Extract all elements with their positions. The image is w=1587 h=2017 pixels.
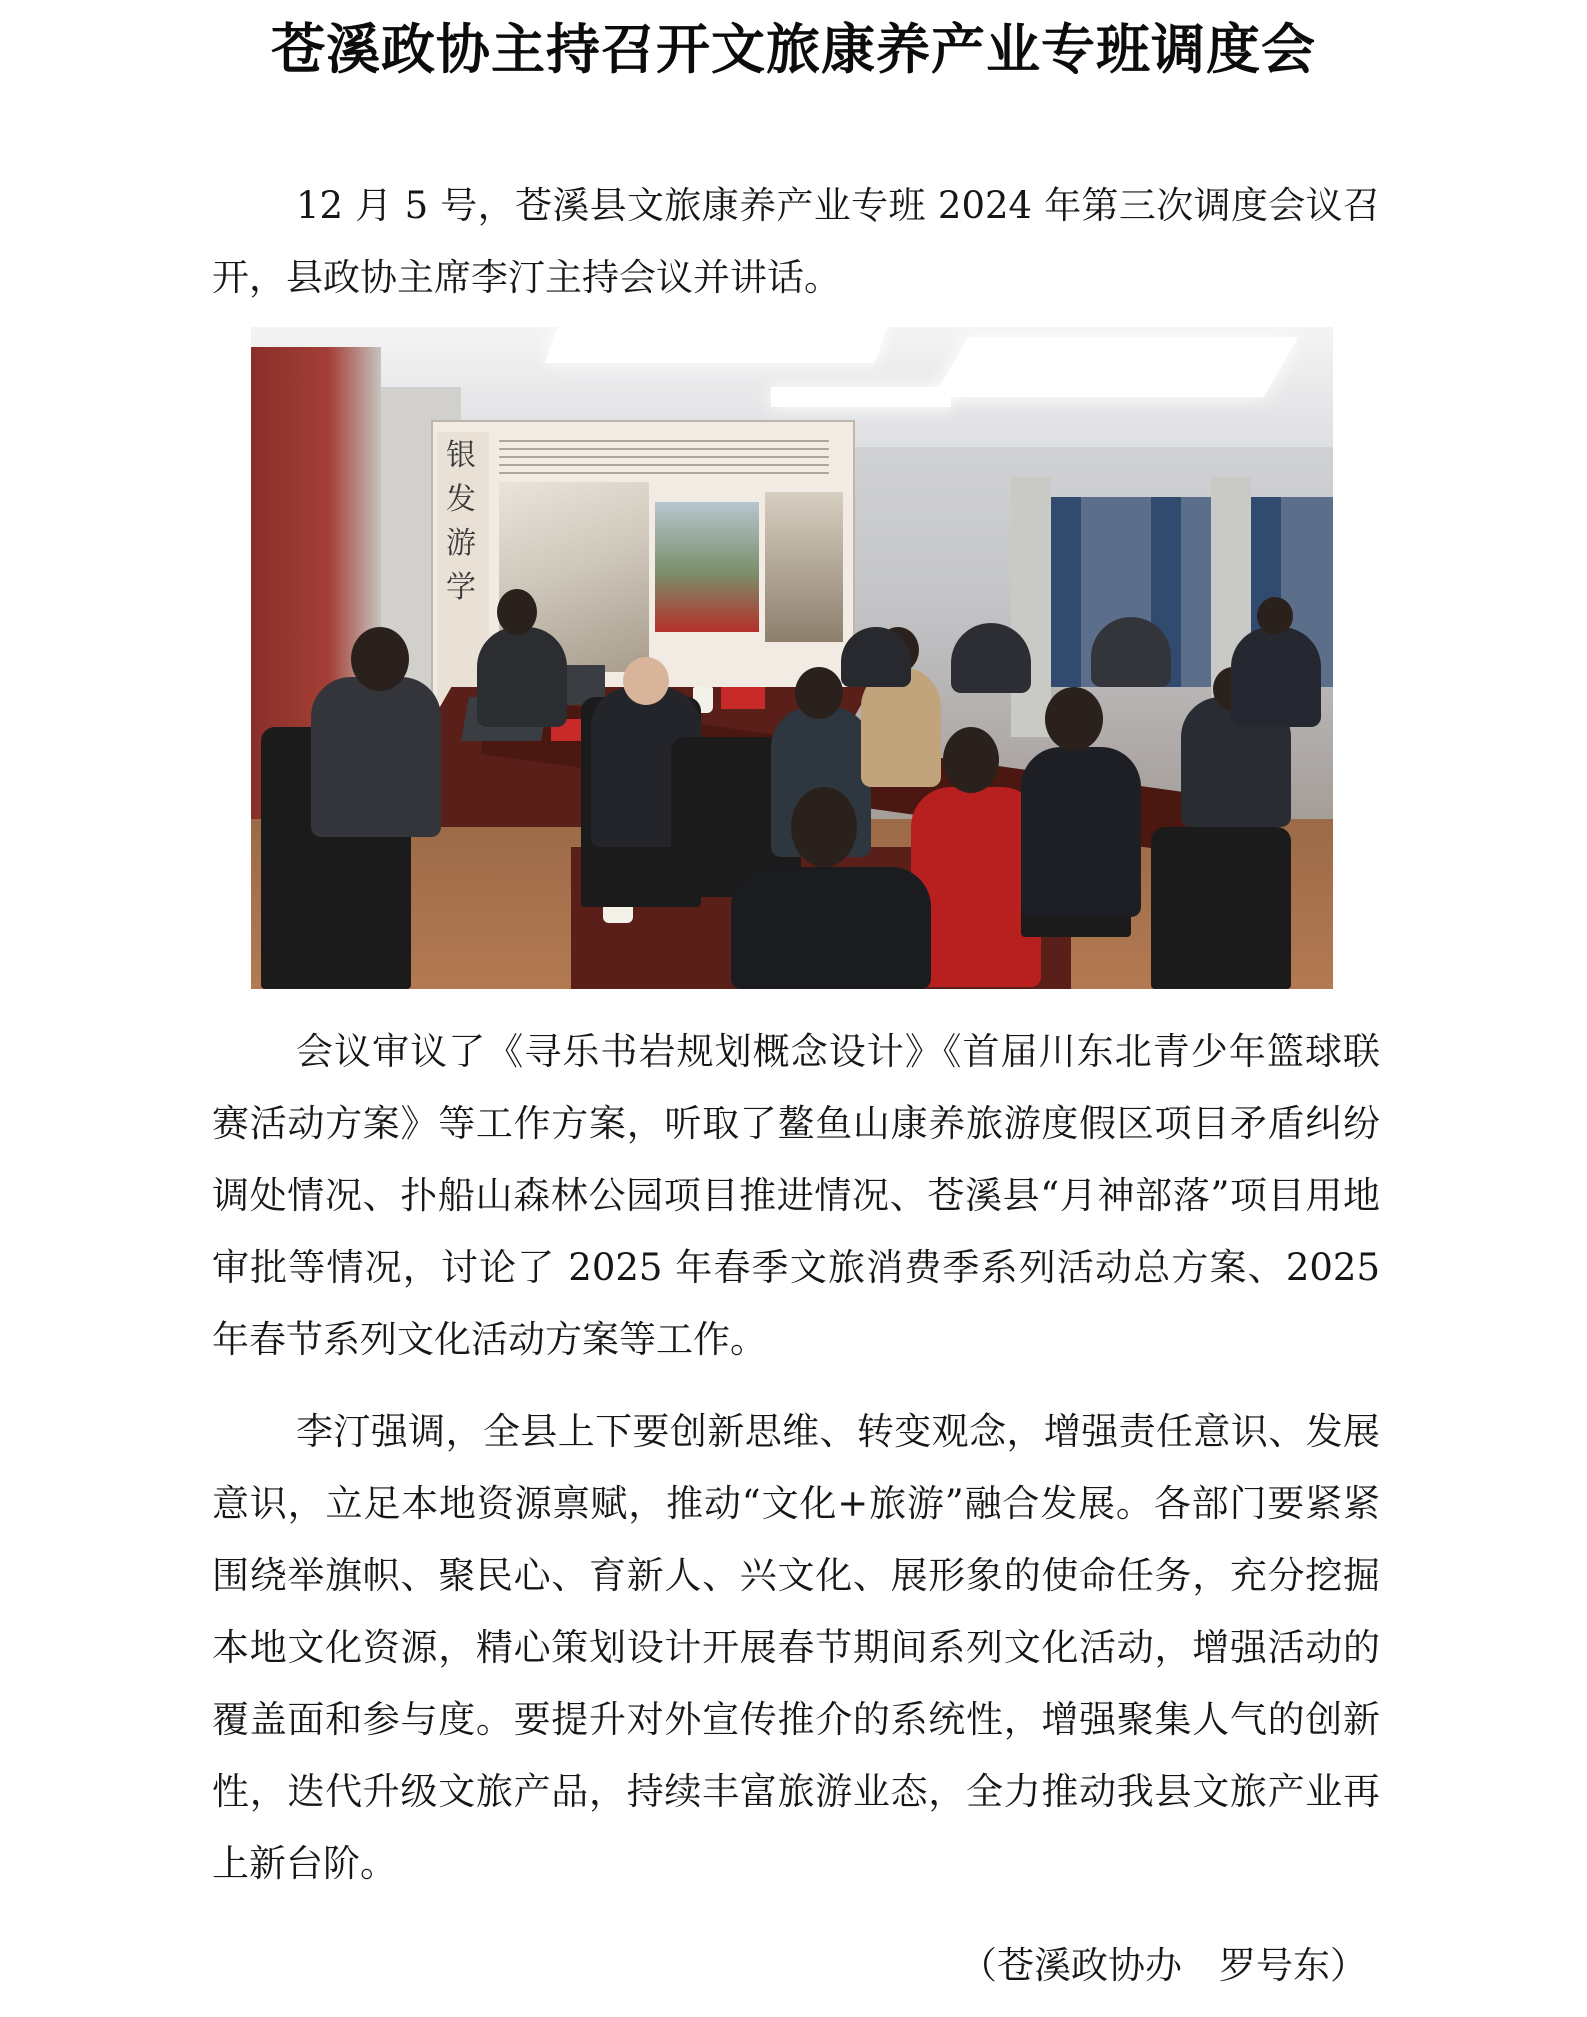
attendee-head (623, 657, 669, 705)
attendee (477, 627, 567, 727)
screen-title-char: 游 (446, 526, 476, 561)
attendee-head (497, 589, 537, 635)
screen-title-char: 学 (446, 570, 476, 605)
nameplate (721, 687, 765, 709)
attendee-head (351, 627, 409, 691)
ceiling-light (771, 387, 951, 407)
article-paragraph-2: 会议审议了《寻乐书岩规划概念设计》《首届川东北青少年篮球联赛活动方案》等工作方案，听取了鳌鱼山康养旅游度假区项目矛盾纠纷调处情况、扑船山森林公园项目推进情况、苍溪县“月神部落”项目用地审批等情况，讨论了 2025 年春季文旅消费季系列活动总方案、2025 年春节系列文化活动方案等工作。 (212, 1030, 1380, 1361)
page-title: 苍溪政协主持召开文旅康养产业专班调度会 (271, 18, 1316, 81)
screen-image-study (765, 492, 843, 642)
attendee-head (943, 727, 999, 793)
meeting-photo (251, 327, 1333, 989)
attendee-head (791, 787, 857, 867)
screen-title-char: 发 (446, 482, 476, 517)
attendee (731, 867, 931, 989)
photo-curtain (1051, 497, 1081, 687)
photo-pillar (1011, 477, 1051, 737)
attendee-head (795, 667, 843, 719)
ceiling-light (934, 337, 1299, 397)
attendee-head (1257, 597, 1293, 635)
office-chair (1151, 827, 1291, 989)
article-paragraph-3: 李汀强调，全县上下要创新思维、转变观念，增强责任意识、发展意识，立足本地资源禀赋，推动“文化+旅游”融合发展。各部门要紧紧围绕举旗帜、聚民心、育新人、兴文化、展形象的使命任务，充分挖掘本地文化资源，精心策划设计开展春节期间系列文化活动，增强活动的覆盖面和参与度。要提升对外宣传推介的系统性，增强聚集人气的创新性，迭代升级文旅产品，持续丰富旅游业态，全力推动我县文旅产业再上新台阶。 (212, 1410, 1380, 1885)
screen-image-monument (655, 502, 759, 632)
attendee (311, 677, 441, 837)
attendee (1021, 747, 1141, 917)
byline: （苍溪政协办 罗号东） (960, 1944, 1367, 1987)
attendee-head (1045, 687, 1103, 751)
attendee (1091, 617, 1171, 687)
attendee (1231, 627, 1321, 727)
screen-title-char: 银 (446, 438, 476, 473)
attendee (951, 623, 1031, 693)
ceiling-light (544, 327, 887, 363)
screen-text-lines (499, 440, 829, 474)
article-paragraph-1: 12 月 5 号，苍溪县文旅康养产业专班 2024 年第三次调度会议召开，县政协主席李汀主持会议并讲话。 (212, 184, 1380, 299)
